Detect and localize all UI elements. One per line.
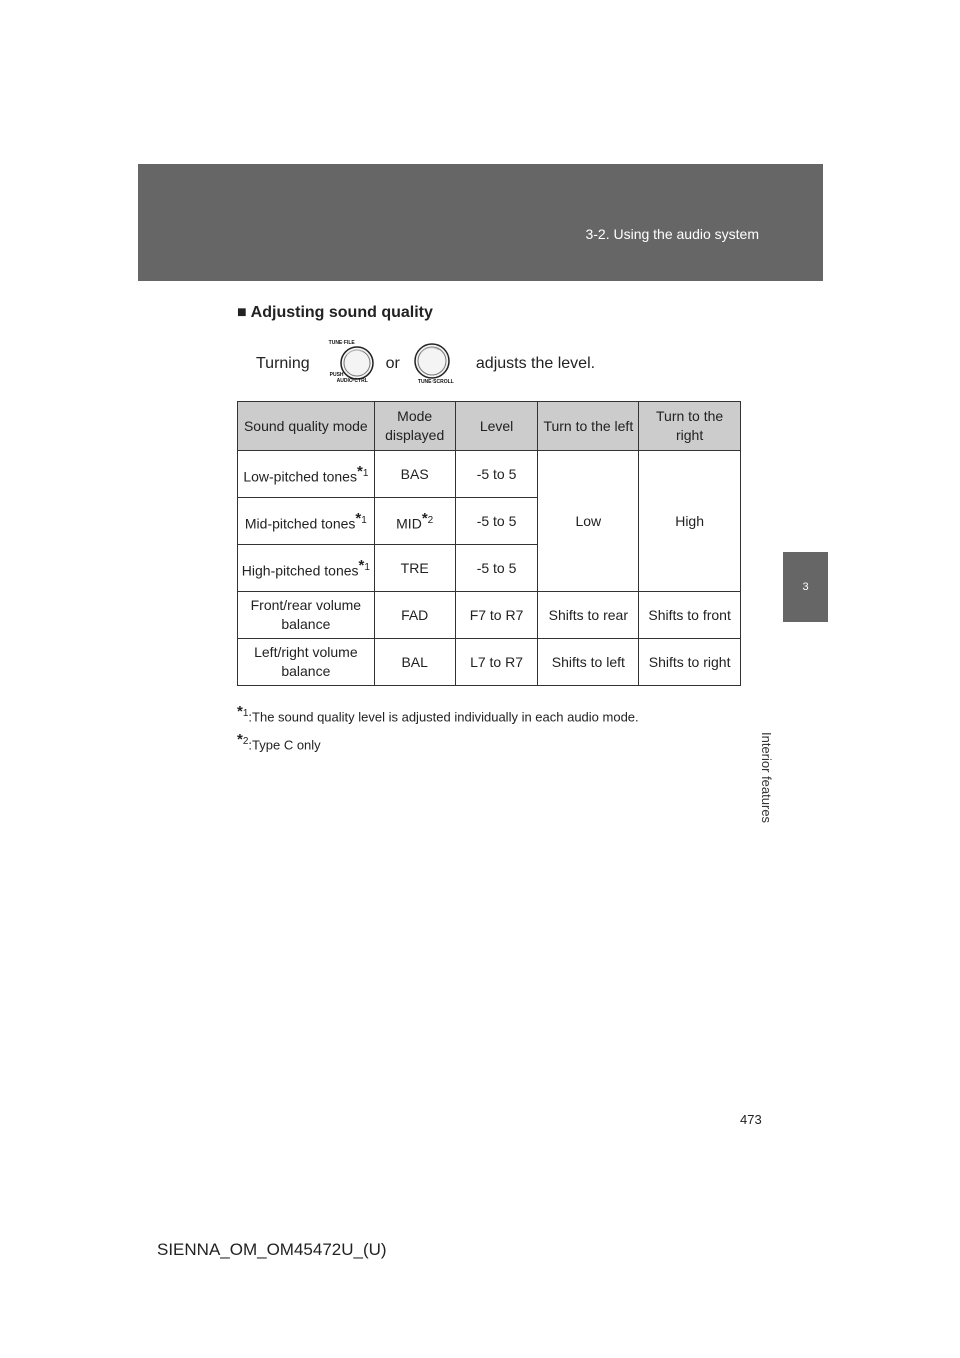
header-mode-displayed: Mode displayed: [374, 402, 455, 451]
header-band: [138, 164, 823, 281]
tune-scroll-knob: [406, 341, 470, 387]
footnote-mark: *2: [237, 731, 249, 748]
cell-turn-right: High: [639, 451, 741, 592]
header-turn-left: Turn to the left: [538, 402, 639, 451]
table-row: [238, 592, 741, 639]
table-row: [238, 639, 741, 686]
chapter-label: [759, 630, 790, 824]
cell-mode: Left/right volume balance: [238, 639, 375, 686]
footnote-text: :The sound quality level is adjusted individually in each audio mode.: [248, 709, 639, 725]
document-id: SIENNA_OM_OM45472U_(U): [157, 1240, 387, 1259]
knob1-bottom-label: AUDIO·CTRL: [336, 378, 368, 384]
knob2-bottom-label: TUNE·SCROLL: [417, 379, 454, 385]
cell-level: -5 to 5: [455, 451, 538, 498]
footnote-mark: *1: [355, 509, 367, 527]
cell-turn-right: Shifts to right: [639, 639, 741, 686]
knob1-push-label: PUSH: [329, 372, 344, 378]
cell-turn-right: Shifts to front: [639, 592, 741, 639]
instruction-after: adjusts the level.: [475, 355, 596, 372]
footnote-mark: *1: [237, 703, 249, 720]
cell-turn-left: Shifts to rear: [538, 592, 639, 639]
cell-displayed: TRE: [374, 545, 455, 592]
cell-mode: Front/rear volume balance: [238, 592, 375, 639]
cell-turn-left: Shifts to left: [538, 639, 639, 686]
cell-displayed: MID$^{*2}$: [374, 498, 455, 545]
footnote-text: :Type C only: [248, 737, 321, 753]
heading-title: Adjusting sound quality: [250, 304, 433, 321]
chapter-number: 3: [802, 581, 809, 593]
cell-displayed: BAS: [374, 451, 455, 498]
cell-level: -5 to 5: [455, 498, 538, 545]
cell-level: -5 to 5: [455, 545, 538, 592]
footnote-1: [237, 703, 639, 724]
footnote-mark: *1: [356, 462, 369, 480]
cell-mode: Mid-pitched tones$^{*1}$: [238, 498, 375, 545]
cell-level: F7 to R7: [455, 592, 538, 639]
cell-mode: High-pitched tones$^{*1}$: [238, 545, 375, 592]
knob1-top-label: TUNE·FILE: [328, 340, 355, 346]
cell-displayed: FAD: [374, 592, 455, 639]
footnote-2: [237, 731, 321, 752]
cell-turn-left: Low: [538, 451, 639, 592]
page-number: 473: [740, 1112, 762, 1127]
table-header-row: [238, 402, 741, 451]
tune-file-knob: [316, 341, 380, 387]
cell-level: L7 to R7: [455, 639, 538, 686]
instruction-middle: or: [385, 355, 400, 372]
chapter-tab: [783, 552, 828, 622]
header-level: Level: [455, 402, 538, 451]
heading-bullet: ■: [237, 304, 247, 321]
sound-quality-table: [237, 401, 741, 686]
cell-mode: Low-pitched tones$^{*1}$: [238, 451, 375, 498]
instruction-before: Turning: [256, 355, 310, 372]
section-heading: [237, 304, 433, 322]
footnote-mark: *2: [421, 509, 434, 527]
header-sound-quality-mode: Sound quality mode: [238, 402, 375, 451]
instruction-line: [256, 340, 595, 388]
footnote-mark: *1: [358, 556, 370, 574]
cell-displayed: BAL: [374, 639, 455, 686]
chapter-title: Interior features: [759, 732, 774, 824]
table-row: [238, 451, 741, 498]
section-title: 3-2. Using the audio system: [585, 226, 759, 242]
header-turn-right: Turn to the right: [639, 402, 741, 451]
